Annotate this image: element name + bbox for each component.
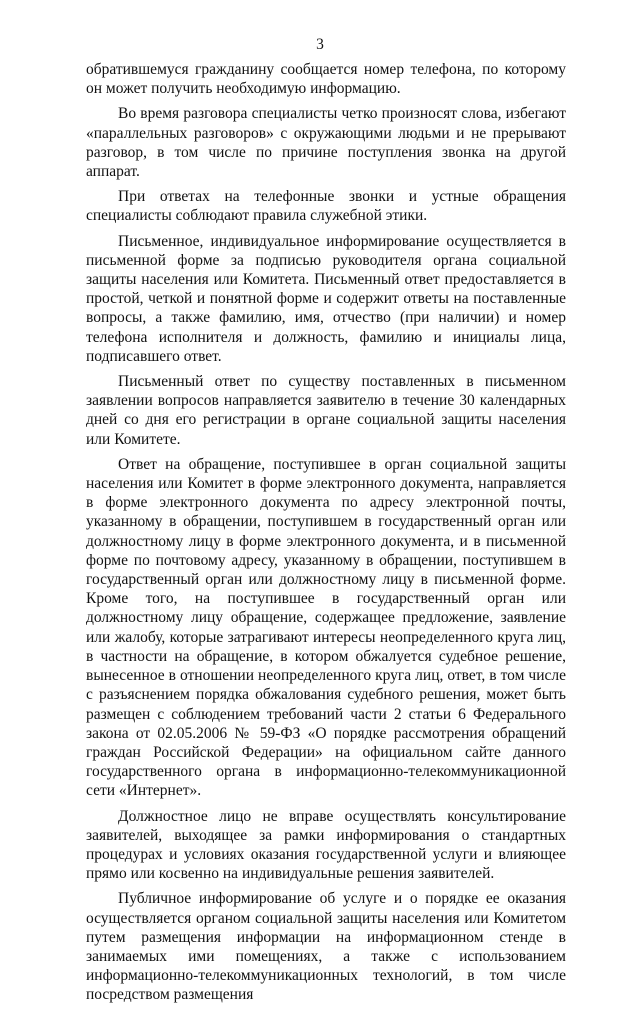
paragraph: Должностное лицо не вправе осуществлять консультирование заявителей, выходящее за рамки информирования о стандартных процедурах и условиях оказания государственной услуги и влияющее прямо или косвенно на индивидуальные решения заявителей. bbox=[86, 807, 566, 883]
document-body bbox=[86, 60, 566, 1011]
page-number: 3 bbox=[316, 36, 324, 53]
paragraph: При ответах на телефонные звонки и устные обращения специалисты соблюдают правила служебной этики. bbox=[86, 188, 566, 225]
paragraph: Ответ на обращение, поступившее в орган социальной защиты населения или Комитет в форме электронного документа, направляется в форме электронного документа по адресу электронной почты, указанному в обращении, поступившем в государственный орган или должностному лицу в форме электронного документа, и в письменной форме по почтовому адресу, указанному в обращении, поступившем в государственный орган или должностному лицу в письменной форме. Кроме того, на поступившее в государственный орган или должностному лицу обращение, содержащее предложение, заявление или жалобу, которые затрагивают интересы неопределенного круга лиц, в частности на обращение, в котором обжалуется судебное решение, вынесенное в отношении неопределенного круга лиц, ответ, в том числе с разъяснением порядка обжалования судебного решения, может быть размещен с соблюдением требований части 2 статьи 6 Федерального закона от 02.05.2006 № 59-ФЗ «О порядке рассмотрения обращений граждан Российской Федерации» на официальном сайте данного государственного органа в информационно-телекоммуникационной сети «Интернет». bbox=[86, 455, 566, 800]
paragraph: Во время разговора специалисты четко произносят слова, избегают «параллельных разговоров» с окружающими людьми и не прерывают разговор, в том числе по причине поступления звонка на другой аппарат. bbox=[86, 105, 566, 181]
paragraph: обратившемуся гражданину сообщается номер телефона, по которому он может получить необходимую информацию. bbox=[86, 61, 566, 98]
paragraph: Публичное информирование об услуге и о порядке ее оказания осуществляется органом социальной защиты населения или Комитетом путем размещения информации на информационном стенде в занимаемых ими помещениях, а также с использованием информационно-телекоммуникационных технологий, в том числе посредством размещения bbox=[86, 890, 566, 1004]
paragraph: Письменный ответ по существу поставленных в письменном заявлении вопросов направляется заявителю в течение 30 календарных дней со дня его регистрации в органе социальной защиты населения или Комитете. bbox=[86, 373, 566, 448]
paragraph: Письменное, индивидуальное информирование осуществляется в письменной форме за подписью руководителя органа социальной защиты населения или Комитета. Письменный ответ предоставляется в простой, четкой и понятной форме и содержит ответы на поставленные вопросы, а также фамилию, имя, отчество (при наличии) и номер телефона исполнителя и должность, фамилию и инициалы лица, подписавшего ответ. bbox=[86, 232, 566, 365]
